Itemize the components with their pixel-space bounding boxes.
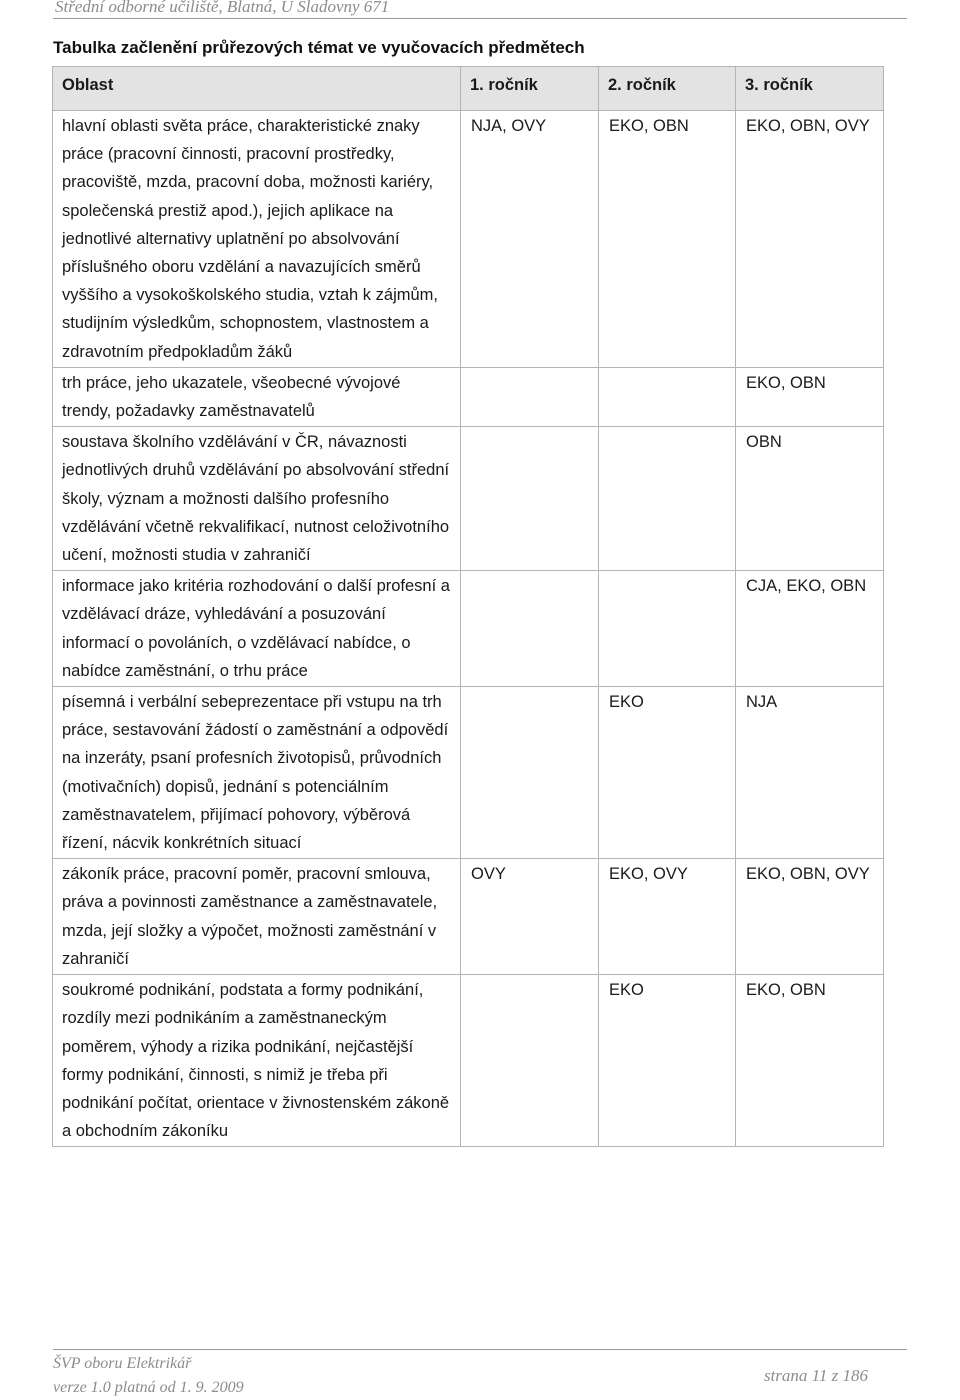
year-3-cell: EKO, OBN, OVY <box>736 859 884 975</box>
header-divider <box>53 18 907 19</box>
footer-document-name: ŠVP oboru Elektrikář <box>53 1355 192 1372</box>
year-3-cell: EKO, OBN <box>736 367 884 426</box>
year-1-cell <box>461 975 599 1147</box>
table-row <box>53 687 884 859</box>
area-cell: trh práce, jeho ukazatele, všeobecné vývojové trendy, požadavky zaměstnavatelů <box>53 367 461 426</box>
year-1-cell <box>461 687 599 859</box>
column-header-year-1: 1. ročník <box>461 67 599 111</box>
table-caption: Tabulka začlenění průřezových témat ve vyučovacích předmětech <box>53 38 585 57</box>
year-1-cell <box>461 571 599 687</box>
year-2-cell: EKO, OVY <box>599 859 736 975</box>
year-2-cell <box>599 571 736 687</box>
year-3-cell: EKO, OBN <box>736 975 884 1147</box>
year-1-cell: NJA, OVY <box>461 111 599 368</box>
column-header-area: Oblast <box>53 67 461 111</box>
year-2-cell: EKO, OBN <box>599 111 736 368</box>
year-1-cell <box>461 427 599 571</box>
area-cell: písemná i verbální sebeprezentace při vstupu na trh práce, sestavování žádostí o zaměstnání a odpovědí na inzeráty, psaní profesních životopisů, průvodních (motivačních) dopisů, jednání s potenciálním zaměstnavatelem, přijímací pohovory, výběrová řízení, nácvik konkrétních situací <box>53 687 461 859</box>
footer-divider <box>53 1349 907 1350</box>
year-3-cell: EKO, OBN, OVY <box>736 111 884 368</box>
page-number: strana 11 z 186 <box>763 1366 868 1385</box>
year-1-cell <box>461 367 599 426</box>
table-row <box>53 367 884 426</box>
table-header-row <box>53 67 884 111</box>
topics-table <box>52 66 884 1147</box>
year-2-cell <box>599 427 736 571</box>
year-2-cell: EKO <box>599 975 736 1147</box>
area-cell: soukromé podnikání, podstata a formy podnikání, rozdíly mezi podnikáním a zaměstnaneckým poměrem, výhody a rizika podnikání, nejčastější formy podnikání, činnosti, s nimiž je třeba při podnikání počítat, orientace v živnostenském zákoně a obchodním zákoníku <box>53 975 461 1147</box>
table-row <box>53 571 884 687</box>
table-row <box>53 427 884 571</box>
table-row <box>53 975 884 1147</box>
year-3-cell: CJA, EKO, OBN <box>736 571 884 687</box>
area-cell: soustava školního vzdělávání v ČR, návaznosti jednotlivých druhů vzdělávání po absolvování střední školy, význam a možnosti dalšího profesního vzdělávání včetně rekvalifikací, nutnost celoživotního učení, možnosti studia v zahraničí <box>53 427 461 571</box>
year-1-cell: OVY <box>461 859 599 975</box>
table-row <box>53 859 884 975</box>
footer-version: verze 1.0 platná od 1. 9. 2009 <box>53 1379 244 1396</box>
area-cell: zákoník práce, pracovní poměr, pracovní smlouva, práva a povinnosti zaměstnance a zaměstnavatele, mzda, její složky a výpočet, možnosti zaměstnání v zahraničí <box>53 859 461 975</box>
area-cell: informace jako kritéria rozhodování o další profesní a vzdělávací dráze, vyhledávání a posuzování informací o povoláních, o vzdělávací nabídce, o nabídce zaměstnání, o trhu práce <box>53 571 461 687</box>
year-2-cell: EKO <box>599 687 736 859</box>
running-header: Střední odborné učiliště, Blatná, U Sladovny 671 <box>55 0 390 16</box>
year-3-cell: NJA <box>736 687 884 859</box>
year-2-cell <box>599 367 736 426</box>
year-3-cell: OBN <box>736 427 884 571</box>
column-header-year-3: 3. ročník <box>736 67 884 111</box>
area-cell: hlavní oblasti světa práce, charakteristické znaky práce (pracovní činnosti, pracovní prostředky, pracoviště, mzda, pracovní doba, možnosti kariéry, společenská prestiž apod.), jejich aplikace na jednotlivé alternativy uplatnění po absolvování příslušného oboru vzdělání a navazujících směrů vyššího a vysokoškolského studia, vztah k zájmům, studijním výsledkům, schopnostem, vlastnostem a zdravotním předpokladům žáků <box>53 111 461 368</box>
table-row <box>53 111 884 368</box>
column-header-year-2: 2. ročník <box>599 67 736 111</box>
